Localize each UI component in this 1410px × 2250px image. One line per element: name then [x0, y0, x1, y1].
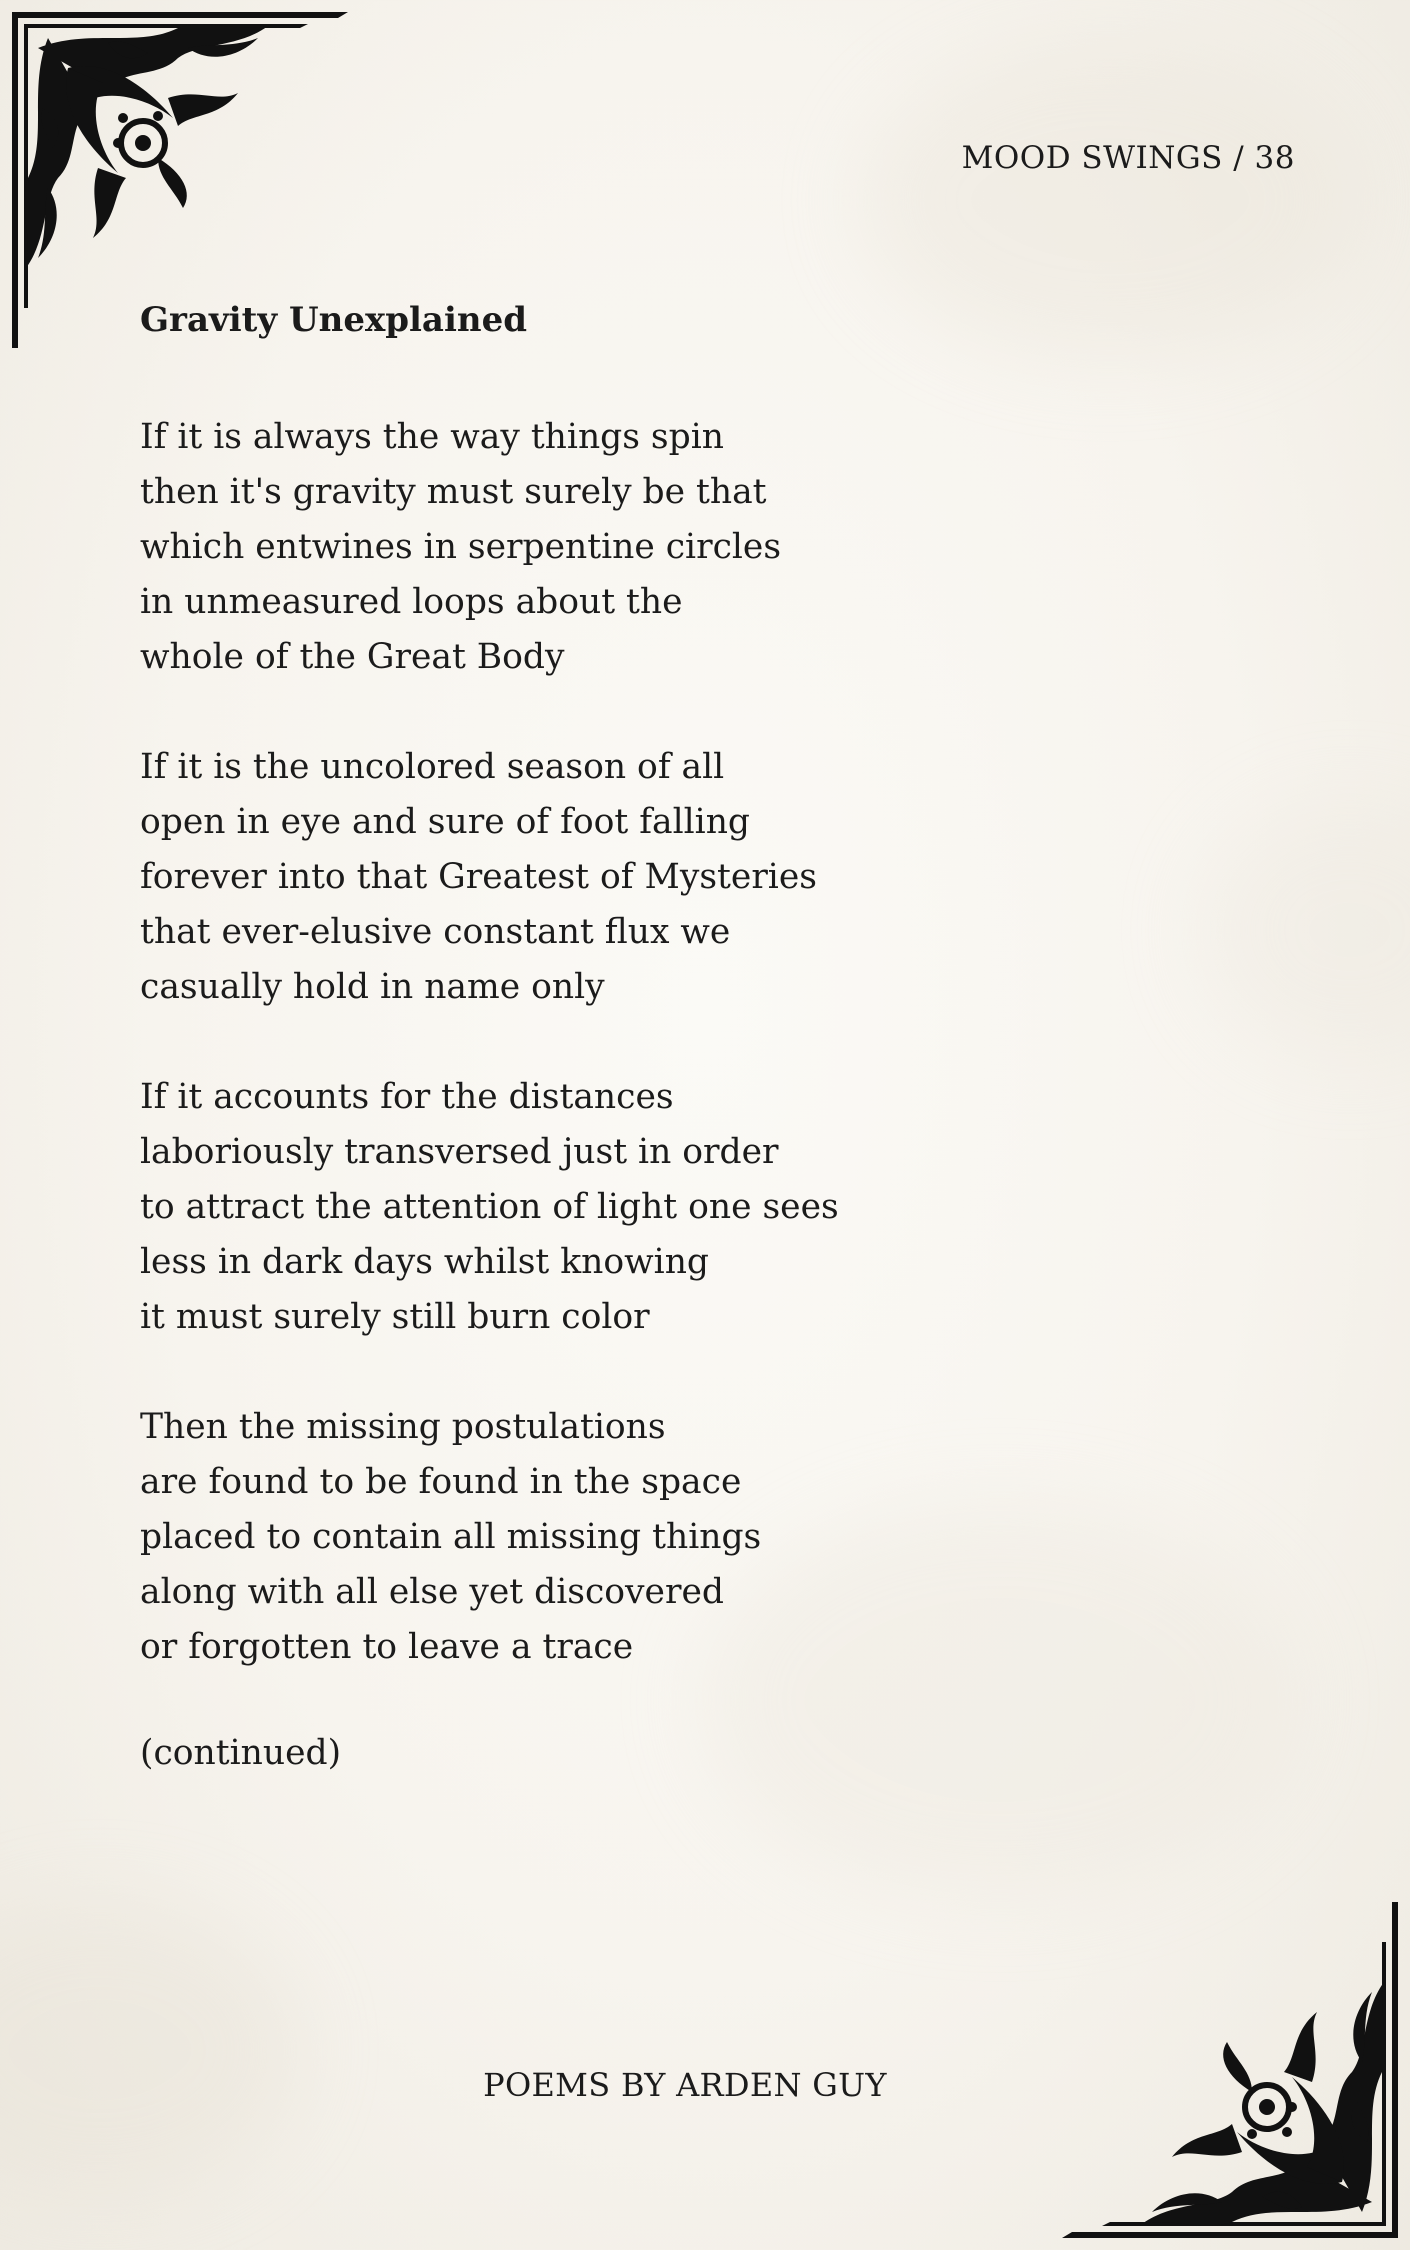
- running-header: MOOD SWINGS / 38: [961, 140, 1295, 176]
- poem-line: it must surely still burn color: [140, 1297, 650, 1337]
- paper-stain: [0, 1900, 300, 2200]
- stanza: [140, 410, 839, 685]
- poem-line: placed to contain all missing things: [140, 1517, 762, 1557]
- stanza: [140, 1400, 839, 1675]
- running-footer: POEMS BY ARDEN GUY: [483, 2066, 887, 2104]
- poem-line: If it is the uncolored season of all: [140, 747, 725, 787]
- paper-stain: [1200, 800, 1410, 1060]
- poem-line: then it's gravity must surely be that: [140, 472, 767, 512]
- poem-line: forever into that Greatest of Mysteries: [140, 857, 817, 897]
- continued-note: (continued): [140, 1733, 342, 1773]
- corner-flourish-icon: [8, 8, 348, 348]
- poem-line: less in dark days whilst knowing: [140, 1242, 709, 1282]
- poem-line: If it accounts for the distances: [140, 1077, 674, 1117]
- poem-line: If it is always the way things spin: [140, 417, 724, 457]
- stanza: [140, 740, 839, 1015]
- poem-line: are found to be found in the space: [140, 1462, 742, 1502]
- poem-line: that ever-elusive constant flux we: [140, 912, 731, 952]
- poem-line: laboriously transversed just in order: [140, 1132, 779, 1172]
- stanza: [140, 1070, 839, 1345]
- poem-line: casually hold in name only: [140, 967, 605, 1007]
- poem-line: which entwines in serpentine circles: [140, 527, 782, 567]
- poem-line: along with all else yet discovered: [140, 1572, 724, 1612]
- poem-title: Gravity Unexplained: [140, 300, 527, 340]
- poem-line: in unmeasured loops about the: [140, 582, 683, 622]
- poem-body: [140, 410, 839, 1730]
- poem-line: open in eye and sure of foot falling: [140, 802, 750, 842]
- poem-line: or forgotten to leave a trace: [140, 1627, 634, 1667]
- poem-line: Then the missing postulations: [140, 1407, 666, 1447]
- paper-stain: [860, 40, 1360, 360]
- poem-line: to attract the attention of light one sees: [140, 1187, 839, 1227]
- poem-line: whole of the Great Body: [140, 637, 565, 677]
